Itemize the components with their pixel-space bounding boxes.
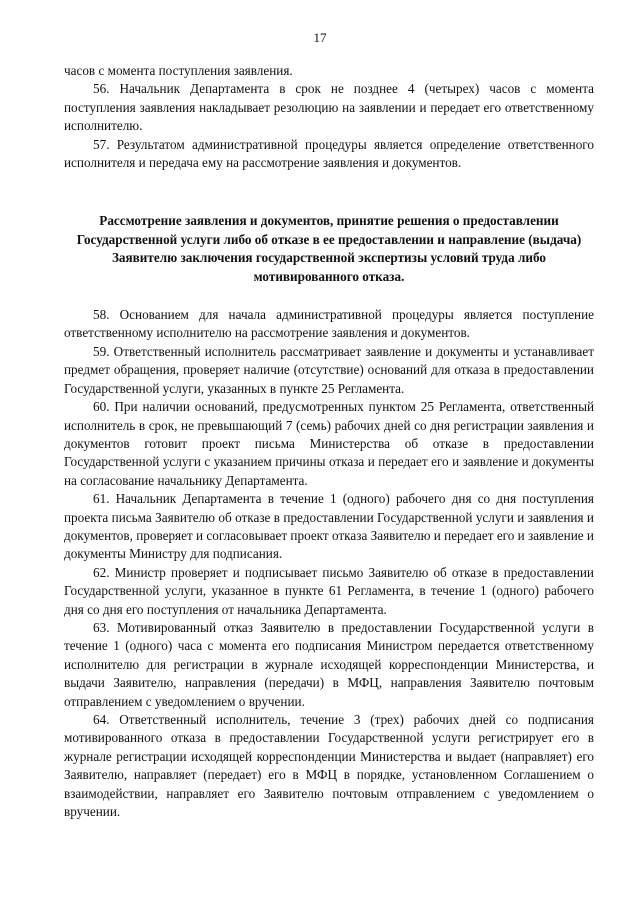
paragraph-64: 64. Ответственный исполнитель, течение 3 (трех) рабочих дней со подписания мотивированного отказа в предоставлении Государственной услуги регистрирует его в журнале регистрации исходящей корреспонденции Министерства и выдает (направляет) его Заявителю, направляет (передает) его в МФЦ в порядке, установленном Соглашением о взаимодействии, направляет его Заявителю почтовым отправлением с уведомлением о вручении. xyxy=(64,712,594,820)
paragraph-63: 63. Мотивированный отказ Заявителю в предоставлении Государственной услуги в течение 1 (одного) часа с момента его подписания Министром передается ответственному исполнителю для регистрации в журнале исходящей корреспонденции Министерства, и выдачи Заявителю, направления (передачи) в МФЦ, направления Заявителю почтовым отправлением с уведомлением о вручении. xyxy=(64,619,594,709)
page-number: 17 xyxy=(313,30,327,45)
document-body xyxy=(64,62,594,821)
paragraph-60: 60. При наличии оснований, предусмотренных пунктом 25 Регламента, ответственный исполнитель в срок, не превышающий 7 (семь) рабочих дней со дня регистрации заявления и документов готовит проект письма Министерства об отказе в предоставлении Государственной услуги с указанием причины отказа и передает его и заявление и документы на согласование начальнику Департамента. xyxy=(64,399,594,488)
paragraph-61: 61. Начальник Департамента в течение 1 (одного) рабочего дня со дня поступления проекта письма Заявителю об отказе в предоставлении Государственной услуги и заявления и документов, проверяет и согласовывает проект отказа Заявителю и передает его и заявление и документы Министру для подписания. xyxy=(64,491,594,562)
paragraph-62: 62. Министр проверяет и подписывает письмо Заявителю об отказе в предоставлении Государственной услуги, указанное в пункте 61 Регламента, в течение 1 (одного) рабочего дня со дня его поступления от начальника Департамента. xyxy=(64,564,594,617)
paragraph-continuation: часов с момента поступления заявления. xyxy=(64,63,293,78)
section-heading: Рассмотрение заявления и документов, принятие решения о предоставлении Государственной услуги либо об отказе в ее предоставлении и направление (выдача) Заявителю заключения государственной экспертизы условий труда либо мотивированного отказа. xyxy=(76,213,582,284)
paragraph-59: 59. Ответственный исполнитель рассматривает заявление и документы и устанавливает предмет обращения, проверяет наличие (отсутствие) оснований для отказа в предоставлении Государственной услуги, указанных в пункте 25 Регламента. xyxy=(64,343,594,396)
paragraph-56: 56. Начальник Департамента в срок не позднее 4 (четырех) часов с момента поступления заявления накладывает резолюцию на заявлении и передает его ответственному исполнителю. xyxy=(64,81,594,134)
paragraph-58: 58. Основанием для начала административной процедуры является поступление ответственному исполнителю на рассмотрение заявления и документов. xyxy=(64,307,594,341)
paragraph-57: 57. Результатом административной процедуры является определение ответственного исполнителя и передача ему на рассмотрение заявления и документов. xyxy=(64,136,594,171)
